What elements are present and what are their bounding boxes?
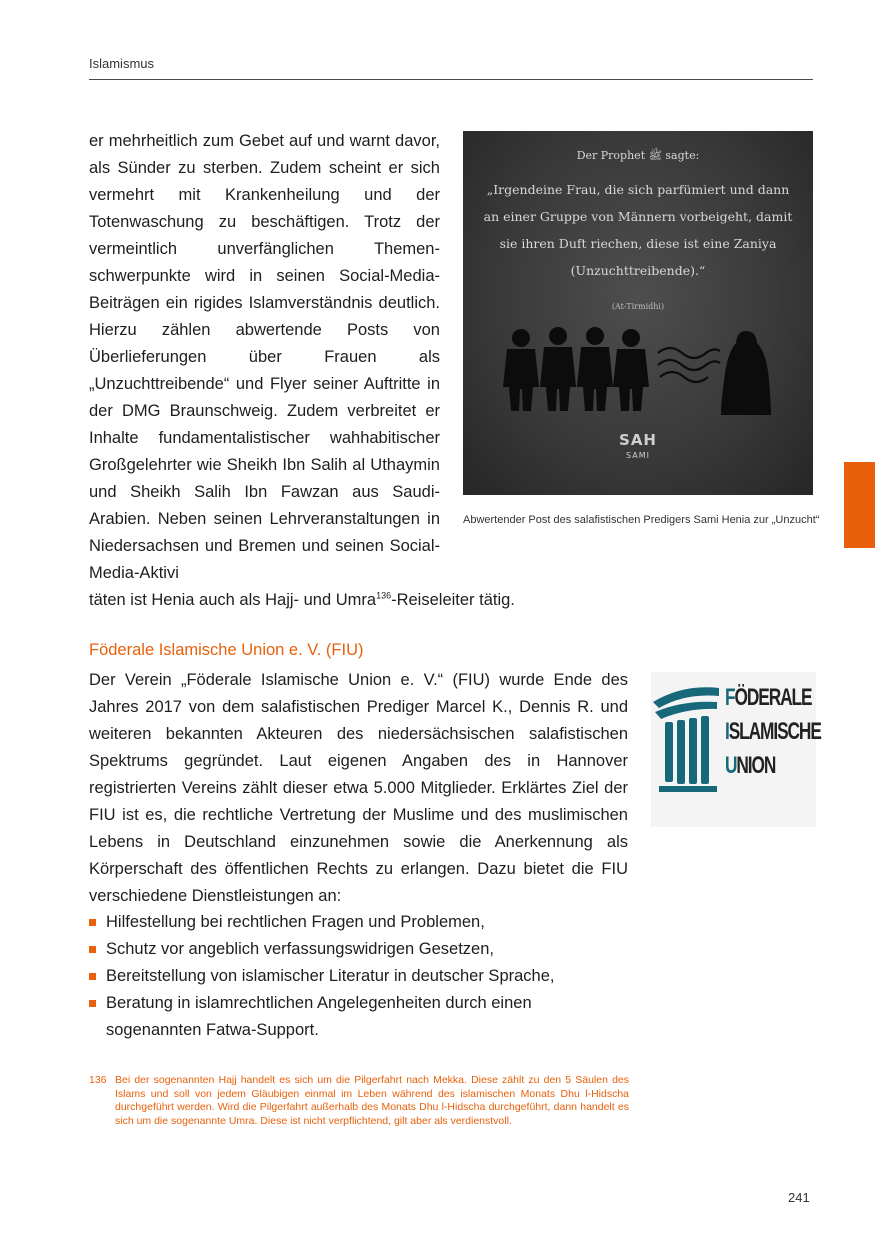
list-item: Hilfestellung bei rechtlichen Fragen und Problemen, bbox=[89, 909, 628, 936]
last-line-text-end: -Reiseleiter tätig. bbox=[391, 591, 515, 609]
bullet-square-icon bbox=[89, 1000, 96, 1007]
paragraph-henia-last-line bbox=[89, 587, 609, 614]
page-number: 241 bbox=[788, 1190, 810, 1205]
post-intro: Der Prophet ﷺ sagte: bbox=[576, 149, 700, 162]
footnote-reference[interactable]: 136 bbox=[376, 590, 392, 601]
footnote bbox=[89, 1074, 629, 1128]
bullet-square-icon bbox=[89, 946, 96, 953]
post-quote: „Irgendeine Frau, die sich parfümiert und dann an einer Gruppe von Männern vorbeigeht, damit sie ihren Duft riechen, diese ist eine Zaniya (Unzuchttreibende).“ bbox=[483, 182, 793, 278]
bullet-square-icon bbox=[89, 919, 96, 926]
list-item: Schutz vor angeblich verfassungswidrigen Gesetzen, bbox=[89, 936, 628, 963]
footnote-text: Bei der sogenannten Hajj handelt es sich um die Pilgerfahrt nach Mekka. Diese zählt zu den 5 Säulen des Islams und soll von jedem Gläubigen einmal im Leben während des islamischen Monats Dhu l-Hidscha durchgeführt werden. Wird die Pilgerfahrt außerhalb des Monats Dhu l-Hidscha durchgeführt, dann handelt es sich um die sogenannte Umra. Diese ist nicht verpflichtend, gilt aber als verdienstvoll. bbox=[115, 1074, 629, 1127]
post-logo-name: SAMI bbox=[626, 451, 650, 460]
paragraph-henia: er mehrheitlich zum Gebet auf und warnt davor, als Sünder zu sterben. Zudem scheint er sich vermehrt mit Krankenheilung und der Totenwaschung zu beschäftigen. Trotz der vermeintlich unverfänglichen Themenschwerpunkte wird in seinen Social-Media-Beiträgen ein rigides Islamverständnis deutlich. Hierzu zählen abwertende Posts von Überlieferungen über Frauen als „Unzuchttreibende“ und Flyer seiner Auftritte in der DMG Braunschweig. Zudem verbreitet er Inhalte fundamentalistischer wahhabitischer Großgelehrter wie Sheikh Ibn Salih al Uthaymin und Sheikh Salih Ibn Fawzan aus Saudi-Arabien. Neben seinen Lehrveranstaltungen in Niedersachsen und Bremen und seinen Social-Media-Aktivi bbox=[89, 132, 440, 582]
fiu-logo bbox=[651, 672, 821, 827]
section-heading: Föderale Islamische Union e. V. (FIU) bbox=[89, 641, 364, 659]
image-caption: Abwertender Post des salafistischen Predigers Sami Henia zur „Unzucht“ bbox=[463, 514, 820, 526]
social-media-post-image bbox=[463, 131, 813, 495]
paragraph-fiu: Der Verein „Föderale Islamische Union e. V.“ (FIU) wurde Ende des Jahres 2017 von dem salafistischen Prediger Marcel K., Dennis R. und weiteren bekannten Akteuren des niedersächsischen salafistischen Spektrums gegründet. Laut eigenen Angaben des in Hannover registrierten Vereins zählt dieser etwa 5.000 Mitglieder. Erklärtes Ziel der FIU ist es, die rechtliche Vertretung der Muslime und des muslimischen Lebens in Deutschland einzunehmen sowie die Anerkennung als Körperschaft des öffentlichen Rechts zu erlangen. Dazu bietet die FIU verschiedene Dienstleistungen an: bbox=[89, 671, 628, 905]
list-item: Bereitstellung von islamischer Literatur in deutscher Sprache, bbox=[89, 963, 628, 990]
bullet-square-icon bbox=[89, 973, 96, 980]
last-line-text: täten ist Henia auch als Hajj- und Umra bbox=[89, 591, 377, 609]
services-list bbox=[89, 909, 628, 1044]
header-rule bbox=[89, 79, 813, 80]
footnote-number: 136 bbox=[89, 1074, 107, 1086]
running-title: Islamismus bbox=[89, 56, 155, 71]
chapter-side-tab bbox=[844, 462, 875, 548]
post-logo-mark: SAH bbox=[619, 431, 657, 449]
list-item: Beratung in islamrechtlichen Angelegenheiten durch einen sogenannten Fatwa-Support. bbox=[89, 990, 628, 1044]
post-source: (At-Tirmidhi) bbox=[611, 302, 665, 311]
fiu-logo-wordmark: FÖDERALE ISLAMISCHE UNION bbox=[725, 684, 821, 779]
